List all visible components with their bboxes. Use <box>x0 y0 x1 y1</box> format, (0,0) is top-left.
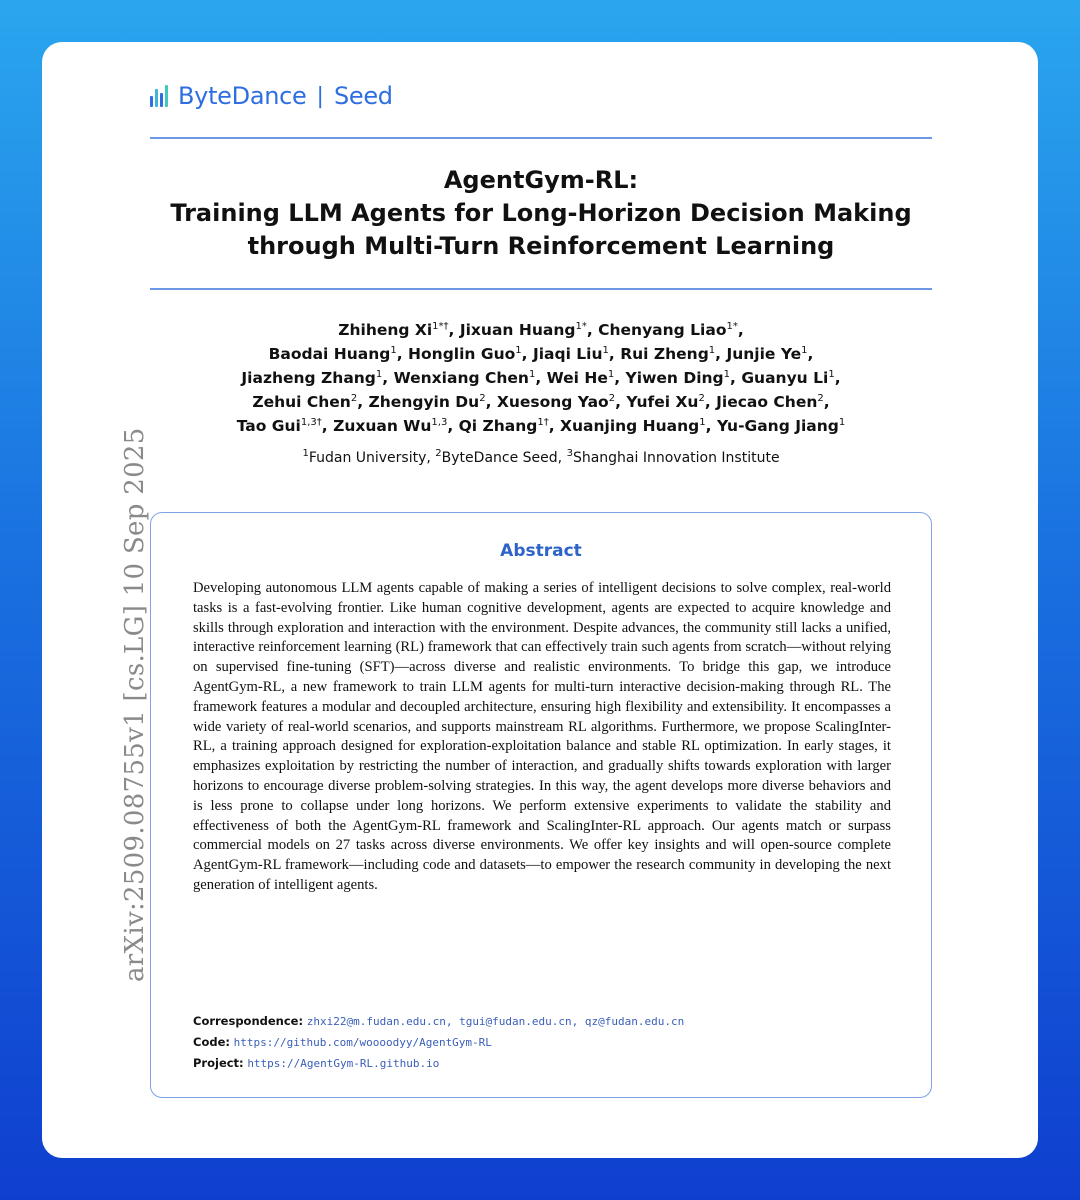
author-affiliation-mark: 1,3 <box>431 417 448 428</box>
correspondence-label: Correspondence: <box>193 1014 304 1028</box>
logo-product: Seed <box>333 82 393 110</box>
bytedance-logo-icon <box>150 85 170 107</box>
affiliation-name: Shanghai Innovation Institute <box>572 450 780 466</box>
author-affiliation-mark: 2 <box>479 393 486 404</box>
author-name: Wenxiang Chen <box>393 369 529 387</box>
logo-separator: | <box>316 83 324 109</box>
author-name: Zhengyin Du <box>368 393 480 411</box>
bytedance-seed-logo <box>150 82 393 110</box>
author-affiliation-mark: 1 <box>828 369 835 380</box>
author-affiliation-mark: 1† <box>537 417 549 428</box>
code-line <box>193 1032 893 1053</box>
author-list <box>150 318 932 438</box>
paper-card <box>42 42 1038 1158</box>
author-name: Tao Gui <box>236 417 301 435</box>
author-affiliation-mark: 1 <box>699 417 706 428</box>
author-name: Junjie Ye <box>726 345 802 363</box>
author-name: Jixuan Huang <box>459 321 576 339</box>
logo-brand: ByteDance <box>178 82 307 110</box>
author-name: Yiwen Ding <box>625 369 724 387</box>
author-name: Yufei Xu <box>626 393 699 411</box>
author-affiliation-mark: 1* <box>575 321 587 332</box>
author-name: Honglin Guo <box>408 345 516 363</box>
author-name: Xuesong Yao <box>496 393 609 411</box>
author-affiliation-mark: 1 <box>602 345 609 356</box>
title-line-2: Training LLM Agents for Long-Horizon Decision Making <box>170 199 912 227</box>
author-name: Guanyu Li <box>741 369 829 387</box>
author-affiliation-mark: 1 <box>528 369 536 380</box>
affiliations: $^1$Fudan University, $^2$ByteDance Seed, $^3$Shanghai Innovation Institute <box>302 448 780 466</box>
correspondence-emails[interactable]: zhxi22@m.fudan.edu.cn, tgui@fudan.edu.cn, qz@fudan.edu.cn <box>306 1015 685 1028</box>
author-affiliation-mark: 1 <box>390 345 397 356</box>
author-name: Rui Zheng <box>620 345 709 363</box>
author-affiliation-mark: 2 <box>608 393 616 404</box>
author-name: Yu-Gang Jiang <box>716 417 839 435</box>
affiliation-mark: 3 <box>566 448 573 459</box>
abstract-text: Developing autonomous LLM agents capable of making a series of intelligent decisions to solve complex, real-world tasks is a fast-evolving frontier. Like human cognitive development, agents are expected to acquire knowledge and skills through exploration and interaction with the environment. Despite advances, the community still lacks a unified, interactive reinforcement learning (RL) framework that can effectively train such agents from scratch—without relying on supervised fine-tuning (SFT)—across diverse and realistic environments. To bridge this gap, we introduce AgentGym-RL, a new framework to train LLM agents for multi-turn interactive decision-making through RL. The framework features a modular and decoupled architecture, ensuring high flexibility and extensibility. It encompasses a wide variety of real-world scenarios, and supports mainstream RL algorithms. Furthermore, we propose ScalingInter-RL, a training approach designed for exploration-exploitation balance and stable RL optimization. In early stages, it emphasizes exploitation by restricting the number of interaction, and gradually shifts towards exploration with larger horizons to encourage diverse problem-solving strategies. In this way, the agent develops more diverse behaviors and is less prone to collapse under long horizons. We perform extensive experiments to validate the stability and effectiveness of both the AgentGym-RL framework and ScalingInter-RL approach. Our agents match or surpass commercial models on 27 tasks across diverse environments. We offer key insights and will open-source complete AgentGym-RL framework—including code and datasets—to empower the research community in developing the next generation of intelligent agents. <box>193 580 891 893</box>
project-line <box>193 1053 893 1074</box>
author-row: Baodai Huang$^1$, Honglin Guo$^1$, Jiaqi Liu$^1$, Rui Zheng$^1$, Junjie Ye$^1$, <box>268 345 814 363</box>
author-affiliation-mark: 1 <box>801 345 808 356</box>
author-row: Zhiheng $Xi^{1*\dagger}$, Jixuan Huang$^{1*}$, Chenyang Liao$^{1*}$, <box>338 321 744 339</box>
affiliation-name: ByteDance Seed <box>441 450 558 466</box>
arxiv-stamp: arXiv:2509.08755v1 [cs.LG] 10 Sep 2025 <box>120 427 150 982</box>
top-rule <box>150 137 932 139</box>
author-affiliation-mark: 2 <box>817 393 824 404</box>
abstract-heading: Abstract <box>500 541 582 561</box>
affiliation-mark: 2 <box>435 448 442 459</box>
title-line-1: AgentGym-RL: <box>443 166 639 194</box>
author-affiliation-mark: 1,3† <box>300 417 322 428</box>
correspondence-line <box>193 1011 893 1032</box>
author-affiliation-mark: 1 <box>607 369 615 380</box>
author-name: Wei He <box>546 369 608 387</box>
author-affiliation-mark: 1 <box>375 369 383 380</box>
author-affiliation-mark: 1 <box>838 417 846 428</box>
code-label: Code: <box>193 1035 230 1049</box>
author-name: Baodai Huang <box>268 345 391 363</box>
author-affiliation-mark: 1* <box>726 321 738 332</box>
author-name: Chenyang Liao <box>598 321 727 339</box>
affiliation-name: Fudan University <box>308 450 427 466</box>
author-name: Jiaqi Liu <box>532 345 603 363</box>
title-line-3: through Multi-Turn Reinforcement Learning <box>247 232 835 260</box>
author-affiliation-mark: 1*† <box>432 321 449 332</box>
author-affiliation-mark: 2 <box>350 393 358 404</box>
author-name: Zhiheng Xi <box>338 321 433 339</box>
author-affiliation-mark: 1 <box>723 369 731 380</box>
affiliation-mark: 1 <box>302 448 309 459</box>
author-affiliation-mark: 2 <box>698 393 705 404</box>
author-name: Xuanjing Huang <box>560 417 700 435</box>
project-link[interactable]: https://AgentGym-RL.github.io <box>247 1057 440 1070</box>
author-row: Jiazheng Zhang$^1$, Wenxiang Chen$^1$, Wei He$^1$, Yiwen Ding$^1$, Guanyu Li$^1$, <box>241 369 841 387</box>
author-name: Qi Zhang <box>458 417 538 435</box>
paper-links <box>193 1011 893 1074</box>
author-name: Zuxuan Wu <box>333 417 432 435</box>
title-rule <box>150 288 932 290</box>
author-row: Tao Gui$^{1,3\dagger}$, Zuxuan Wu$^{1,3}$, Qi Zhang$^{1\dagger}$, Xuanjing Huang$^1$, Yu-Gang Jiang$^1$ <box>236 417 846 435</box>
author-row: Zehui Chen$^2$, Zhengyin Du$^2$, Xuesong Yao$^2$, Yufei Xu$^2$, Jiecao Chen$^2$, <box>252 393 830 411</box>
project-label: Project: <box>193 1056 244 1070</box>
code-link[interactable]: https://github.com/woooodyy/AgentGym-RL <box>233 1036 492 1049</box>
paper-title <box>150 164 932 263</box>
abstract-box <box>150 512 932 1098</box>
author-affiliation-mark: 1 <box>708 345 716 356</box>
author-name: Zehui Chen <box>252 393 351 411</box>
author-affiliation-mark: 1 <box>515 345 522 356</box>
author-name: Jiazheng Zhang <box>241 369 376 387</box>
author-name: Jiecao Chen <box>716 393 818 411</box>
